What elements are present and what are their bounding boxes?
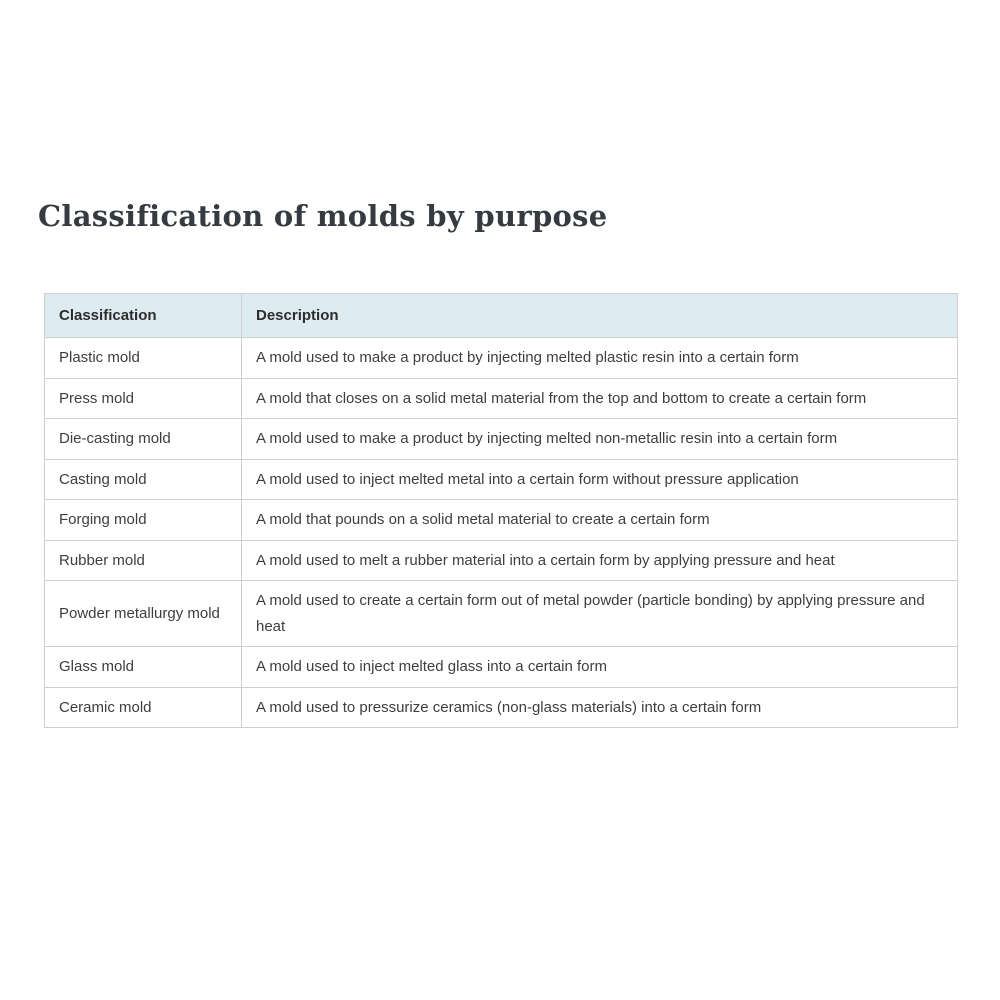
- classification-cell: Plastic mold: [45, 338, 242, 379]
- classification-cell: Rubber mold: [45, 540, 242, 581]
- description-cell: A mold used to make a product by injecting melted plastic resin into a certain form: [242, 338, 958, 379]
- table-row: [45, 647, 958, 688]
- table-row: [45, 338, 958, 379]
- column-header-description: Description: [242, 293, 958, 338]
- page-title: Classification of molds by purpose: [38, 199, 608, 233]
- table-row: [45, 419, 958, 460]
- table-row: [45, 687, 958, 728]
- classification-cell: Ceramic mold: [45, 687, 242, 728]
- classification-cell: Press mold: [45, 378, 242, 419]
- column-header-classification: Classification: [45, 293, 242, 338]
- description-cell: A mold used to inject melted metal into a certain form without pressure application: [242, 459, 958, 500]
- table-row: [45, 378, 958, 419]
- classification-cell: Die-casting mold: [45, 419, 242, 460]
- table-row: [45, 500, 958, 541]
- table-header-row: [45, 293, 958, 338]
- classification-cell: Casting mold: [45, 459, 242, 500]
- description-cell: A mold used to pressurize ceramics (non-glass materials) into a certain form: [242, 687, 958, 728]
- description-cell: A mold used to make a product by injecting melted non-metallic resin into a certain form: [242, 419, 958, 460]
- classification-cell: Glass mold: [45, 647, 242, 688]
- classification-cell: Forging mold: [45, 500, 242, 541]
- description-cell: A mold used to create a certain form out of metal powder (particle bonding) by applying pressure and heat: [242, 581, 958, 647]
- description-cell: A mold used to melt a rubber material into a certain form by applying pressure and heat: [242, 540, 958, 581]
- description-cell: A mold that closes on a solid metal material from the top and bottom to create a certain form: [242, 378, 958, 419]
- description-cell: A mold used to inject melted glass into a certain form: [242, 647, 958, 688]
- table-row: [45, 581, 958, 647]
- molds-classification-table: [44, 293, 958, 729]
- classification-cell: Powder metallurgy mold: [45, 581, 242, 647]
- table-row: [45, 459, 958, 500]
- table-row: [45, 540, 958, 581]
- description-cell: A mold that pounds on a solid metal material to create a certain form: [242, 500, 958, 541]
